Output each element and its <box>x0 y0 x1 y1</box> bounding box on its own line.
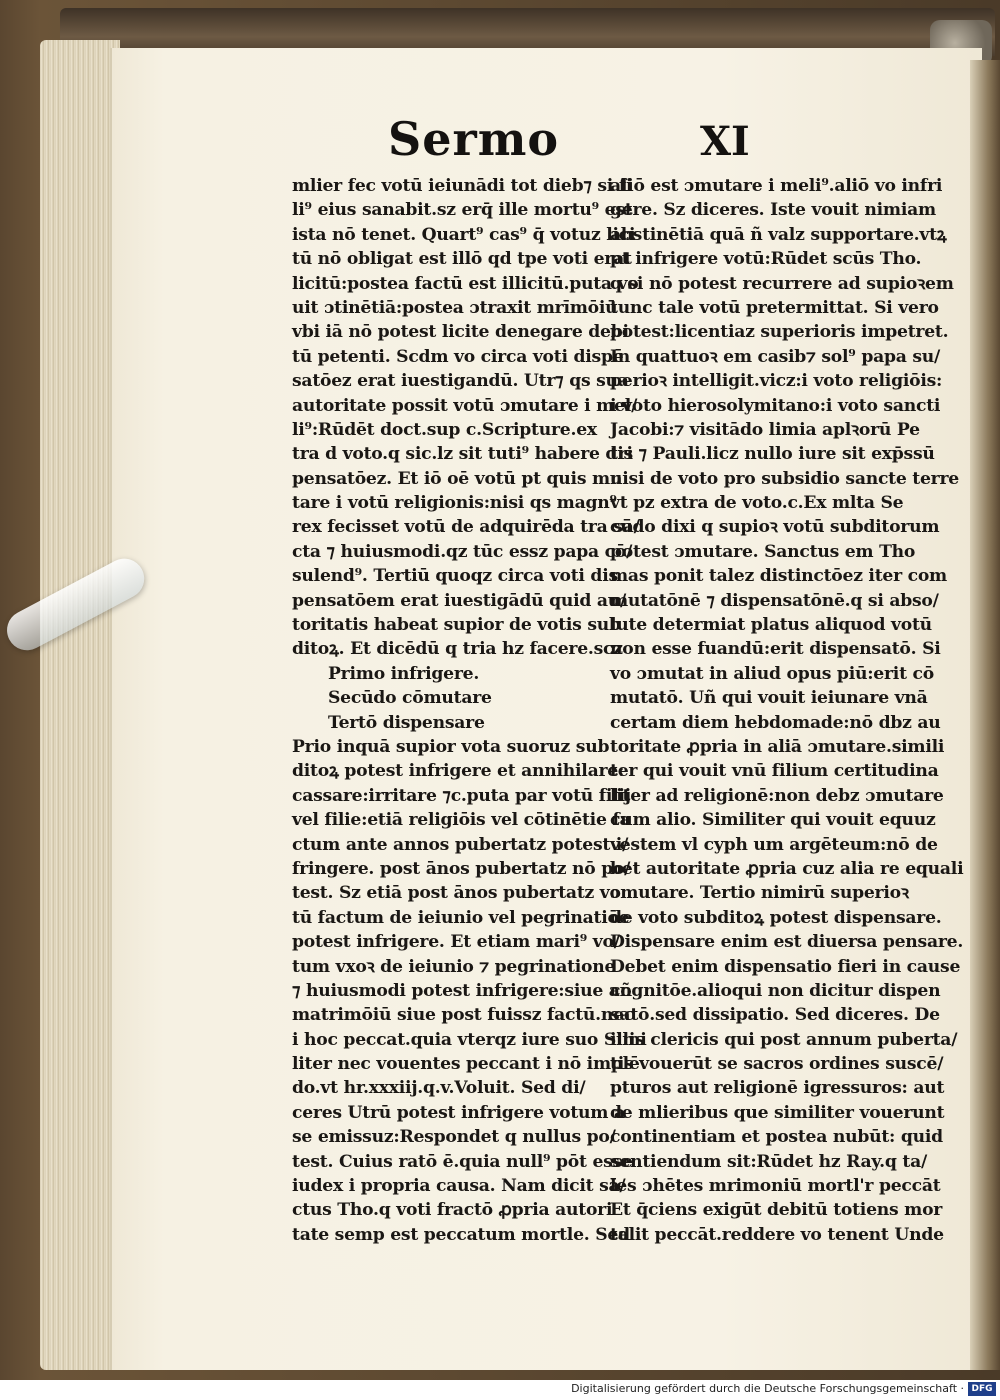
text-line: Dispensare enim est diuersa pensare. <box>610 932 964 953</box>
text-line: licitū:postea factū est illicitū.puta vo <box>292 273 639 294</box>
text-line: cognitōe.alioqui non dicitur dispen <box>610 980 941 1001</box>
funding-note: Digitalisierung gefördert durch die Deutsche Forschungsgemeinschaft · <box>571 1382 964 1395</box>
text-line: li⁹:Rūdēt doct.sup c.Scripture.ex <box>292 419 597 440</box>
text-line: satō.sed dissipatio. Sed diceres. De <box>610 1005 940 1026</box>
text-line: mutatō. Uñ qui vouit ieiunare vnā <box>610 688 928 709</box>
text-line: nisi de voto pro subsidio sancte terre <box>610 468 959 489</box>
text-line: ditoꝝ potest infrigere et annihilare: <box>292 761 625 782</box>
text-line: tunc tale votū pretermittat. Si vero <box>610 297 939 318</box>
text-line: test. Cuius ratō ē.quia null⁹ pōt esse <box>292 1151 633 1172</box>
text-line: potest infrigere. Et etiam mari⁹ vo/ <box>292 932 620 953</box>
text-line: matrimōiū siue post fuissz factū.nec <box>292 1005 635 1026</box>
text-line: ter qui vouit vnū filium certitudina <box>610 761 939 782</box>
text-line: tate semp est peccatum mortle. Sed <box>292 1224 630 1245</box>
text-line: ctus Tho.q voti fractō ꝓpria autori <box>292 1200 613 1221</box>
text-line: de voto subditoꝝ potest dispensare. <box>610 907 942 928</box>
text-line: vo ɔmutat in aliud opus piū:erit cō <box>610 663 934 684</box>
text-line: mutatōnē ⁊ dispensatōnē.q si abso/ <box>610 590 939 611</box>
text-line: sulend⁹. Tertiū quoqz circa voti dis <box>292 566 618 587</box>
text-line: Prio inquā supior vota suoruz sub <box>292 736 610 757</box>
text-line: liter nec vouentes peccant i nō implē <box>292 1054 640 1075</box>
text-line: Primo infrigere. <box>328 663 480 684</box>
text-line: pensatōem erat iuestigādū quid au/ <box>292 590 627 611</box>
page-header <box>300 112 900 172</box>
text-line: ista nō tenet. Quart⁹ cas⁹ q̄ votuz lici <box>292 224 636 245</box>
text-line: cūdo dixi q supioꝛ votū subditorum <box>610 517 940 538</box>
text-line: potest:licentiaz superioris impetret. <box>610 322 949 343</box>
text-line: ⁊ huiusmodi potest infrigere:siue añ <box>292 980 632 1001</box>
text-line: cum alio. Similiter qui vouit equuz <box>610 810 936 831</box>
text-line: tare i votū religionis:nisi qs magn⁹ <box>292 493 617 514</box>
text-line: ditoꝝ. Et dicēdū q tria hz facere.scz <box>292 639 623 660</box>
text-line: vt pz extra de voto.c.Ex mlta Se <box>610 493 904 514</box>
page-title: Sermo <box>388 112 560 166</box>
text-line: autoritate possit votū ɔmutare i mel/ <box>292 395 638 416</box>
text-line: cta ⁊ huiusmodi.qz tūc essz papa cō/ <box>292 541 633 562</box>
text-line: In quattuoꝛ em casib⁊ sol⁹ papa su/ <box>610 346 941 367</box>
text-line: les ɔhētes mrimoniū mortl'r peccāt <box>610 1176 941 1197</box>
text-line: tis vouerūt se sacros ordines suscē/ <box>610 1054 944 1075</box>
dfg-logo: DFG <box>968 1382 996 1396</box>
text-line: Jacobi:⁊ visitādo limia aplꝛorū Pe <box>610 419 920 440</box>
text-line: tū nō obligat est illō qd tpe voti erat <box>292 249 632 270</box>
text-line: iudex i propria causa. Nam dicit sā/ <box>292 1176 626 1197</box>
text-line: vel filie:etiā religiōis vel cōtinētie fa <box>292 810 631 831</box>
text-line: Tertō dispensare <box>328 712 485 733</box>
text-line: satōez erat iuestigandū. Utr⁊ qs sua <box>292 371 629 392</box>
text-line: ɔmutare. Tertio nimirū superioꝛ <box>610 883 909 904</box>
text-line: liter ad religionē:non debz ɔmutare <box>610 785 944 806</box>
text-line: mas ponit talez distinctōez iter com <box>610 566 947 587</box>
text-line: tū petenti. Scdm vo circa voti dispē <box>292 346 624 367</box>
text-line: talit peccāt.reddere vo tenent Unde <box>610 1224 944 1245</box>
text-line: rex fecisset votū de adquirēda tra sā/ <box>292 517 640 538</box>
text-line: ctum ante annos pubertatz potest i/ <box>292 834 629 855</box>
text-line: vbi iā nō potest licite denegare debi <box>292 322 629 343</box>
text-line: li⁹ eius sanabit.sz erq̄ ille mortu⁹ est <box>292 200 633 221</box>
text-line: fringere. post ānos pubertatz nō po/ <box>292 858 631 879</box>
text-line: uit ɔtinētiā:postea ɔtraxit mrīmōiū <box>292 297 618 318</box>
text-line: lute determiat platus aliquod votū <box>610 615 932 636</box>
text-line: non esse fuandū:erit dispensatō. Si <box>610 639 941 660</box>
text-line: cassare:irritare ⁊c.puta par votū filij <box>292 785 631 806</box>
text-line: illis clericis qui post annum puberta/ <box>610 1029 958 1050</box>
text-line: pturos aut religionē igressuros: aut <box>610 1078 945 1099</box>
left-text-column <box>292 174 647 1247</box>
text-line: do.vt hr.xxxiij.q.v.Voluit. Sed di/ <box>292 1078 586 1099</box>
text-line: sentiendum sit:Rūdet hz Ray.q ta/ <box>610 1151 927 1172</box>
text-line: toritate ꝓpria in aliā ɔmutare.simili <box>610 736 945 757</box>
text-line: gere. Sz diceres. Iste vouit nimiam <box>610 200 936 221</box>
text-line: i voto hierosolymitano:i voto sancti <box>610 395 941 416</box>
text-line: q si nō potest recurrere ad supioꝛem <box>610 273 954 294</box>
text-line: de mlieribus que similiter vouerunt <box>610 1102 945 1123</box>
text-line: ceres Utrū potest infrigere votum a <box>292 1102 625 1123</box>
text-line: test. Sz etiā post ānos pubertatz vo <box>292 883 621 904</box>
text-line: se emissuz:Respondet q nullus po/ <box>292 1127 616 1148</box>
text-line: pensatōez. Et iō oē votū pt quis mu <box>292 468 623 489</box>
text-line: tū factum de ieiunio vel pegrinatiōe <box>292 907 630 928</box>
folio-number: XI <box>700 118 750 165</box>
text-line: tra d voto.q sic.lz sit tuti⁹ habere dis <box>292 444 633 465</box>
text-line: perioꝛ intelligit.vicz:i voto religiōis: <box>610 371 943 392</box>
right-text-column <box>610 174 964 1247</box>
page-edges <box>40 40 120 1370</box>
text-line: tri ⁊ Pauli.licz nullo iure sit exp̄ssū <box>610 444 935 465</box>
text-line: certam diem hebdomade:nō dbz au <box>610 712 941 733</box>
text-line: abstinētiā quā ñ valz supportare.vtꝝ <box>610 224 947 245</box>
text-line: bet autoritate ꝓpria cuz alia re equali <box>610 858 964 879</box>
text-line: potest ɔmutare. Sanctus em Tho <box>610 541 916 562</box>
text-line: pt infrigere votū:Rūdet scūs Tho. <box>610 249 922 270</box>
text-line: tum vxoꝛ de ieiunio ⁊ pegrinatione <box>292 956 616 977</box>
text-line: vestem vl cyph um argēteum:nō de <box>610 834 938 855</box>
right-page-edge <box>970 60 1000 1370</box>
text-line: Secūdo cōmutare <box>328 688 492 709</box>
text-line: i hoc peccat.quia vterqz iure suo Simi <box>292 1029 647 1050</box>
text-line: aliō est ɔmutare i meli⁹.aliō vo infri <box>610 176 943 196</box>
text-line: toritatis habeat supior de votis sub <box>292 615 621 636</box>
text-line: Debet enim dispensatio fieri in cause <box>610 956 961 977</box>
footer-bar <box>0 1380 1000 1400</box>
text-line: Et q̄ciens exigūt debitū totiens mor <box>610 1200 943 1221</box>
text-line: mlier fec votū ieiunādi tot dieb⁊ si fi <box>292 176 633 196</box>
text-line: continentiam et postea nubūt: quid <box>610 1127 943 1148</box>
